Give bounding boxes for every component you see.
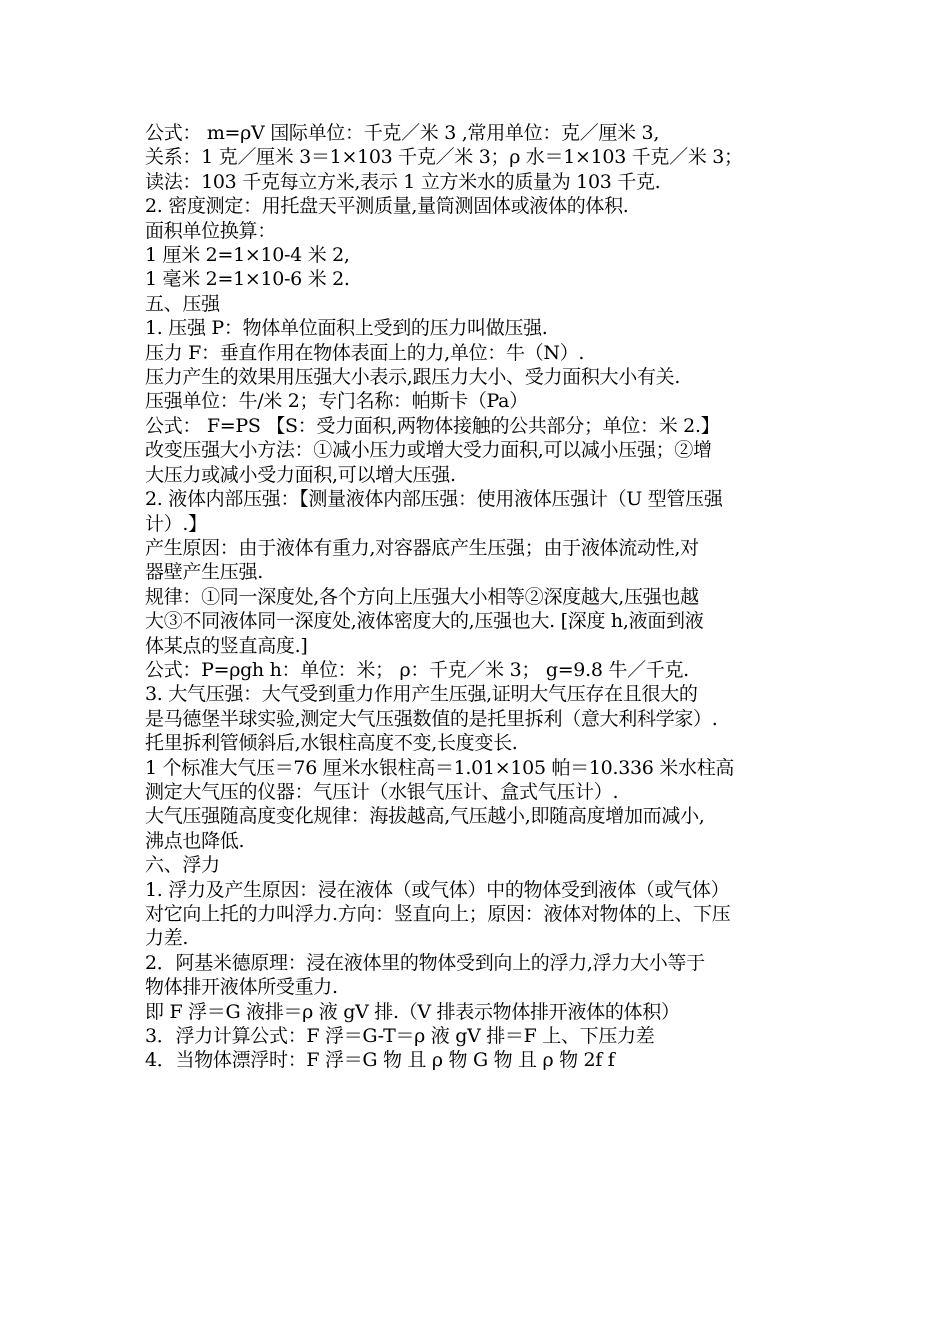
text-line: 公式： m=ρV 国际单位：千克／米 3 ,常用单位：克／厘米 3, (145, 122, 660, 144)
text-line: 对它向上托的力叫浮力.方向：竖直向上；原因：液体对物体的上、下压 (145, 903, 731, 925)
text-line: 器壁产生压强. (145, 561, 263, 584)
text-line: 是马德堡半球实验,测定大气压强数值的是托里拆利（意大利科学家）. (145, 707, 718, 730)
text-line: 1. 浮力及产生原因：浸在液体（或气体）中的物体受到液体（或气体） (145, 878, 730, 901)
text-line: 1 厘米 2=1×10-4 米 2, (145, 244, 350, 267)
text-line: 关系：1 克／厘米 3＝1×103 千克／米 3；ρ 水＝1×103 千克／米 3； (145, 146, 743, 169)
section-heading: 六、浮力 (145, 854, 220, 877)
text-line: 力差. (145, 927, 189, 950)
text-line: 规律：①同一深度处,各个方向上压强大小相等②深度越大,压强也越 (145, 585, 699, 608)
document-page (145, 121, 815, 1073)
text-line: 读法：103 千克每立方米,表示 1 立方米水的质量为 103 千克. (145, 170, 661, 193)
text-line: 1. 压强 P：物体单位面积上受到的压力叫做压强. (145, 317, 548, 340)
text-line: 1 个标准大气压＝76 厘米水银柱高＝1.01×105 帕＝10.336 米水柱高 (145, 756, 735, 779)
text-line: 1 毫米 2=1×10-6 米 2. (145, 268, 350, 291)
text-line: 压强单位：牛/米 2；专门名称：帕斯卡（Pa） (145, 390, 528, 413)
text-line: 3. 大气压强：大气受到重力作用产生压强,证明大气压存在且很大的 (145, 683, 698, 706)
text-line: 压力产生的效果用压强大小表示,跟压力大小、受力面积大小有关. (145, 366, 681, 389)
text-line: 公式： F=PS 【S：受力面积,两物体接触的公共部分；单位：米 2.】 (145, 414, 720, 437)
text-line: 产生原因：由于液体有重力,对容器底产生压强；由于液体流动性,对 (145, 536, 699, 559)
section-heading: 五、压强 (145, 292, 220, 315)
text-line: 计）.】 (145, 512, 207, 535)
text-line: 改变压强大小方法：①减小压力或增大受力面积,可以减小压强；②增 (145, 439, 712, 462)
text-line: 测定大气压的仪器：气压计（水银气压计、盒式气压计）. (145, 780, 619, 803)
text-line: 公式：P=ρgh h：单位：米； ρ：千克／米 3； g=9.8 牛／千克. (145, 658, 689, 681)
text-line: 大气压强随高度变化规律：海拔越高,气压越小,即随高度增加而减小, (145, 805, 705, 828)
text-line: 4．当物体漂浮时：F 浮＝G 物 且 ρ 物 G 物 且 ρ 物 2f f (145, 1049, 615, 1072)
text-line: 托里拆利管倾斜后,水银柱高度不变,长度变长. (145, 732, 518, 755)
text-line: 大③不同液体同一深度处,液体密度大的,压强也大. [深度 h,液面到液 (145, 610, 704, 633)
text-line: 2. 液体内部压强：【测量液体内部压强：使用液体压强计（U 型管压强 (145, 488, 723, 511)
text-line: 压力 F：垂直作用在物体表面上的力,单位：牛（N）. (145, 341, 585, 364)
text-line: 即 F 浮＝G 液排＝ρ 液 gV 排.（V 排表示物体排开液体的体积） (145, 1000, 680, 1023)
text-line: 2．阿基米德原理：浸在液体里的物体受到向上的浮力,浮力大小等于 (145, 951, 705, 974)
text-line: 体某点的竖直高度.] (145, 634, 308, 657)
text-line: 大压力或减小受力面积,可以增大压强. (145, 463, 456, 486)
text-line: 3．浮力计算公式：F 浮＝G-T＝ρ 液 gV 排＝F 上、下压力差 (145, 1025, 655, 1048)
text-line: 物体排开液体所受重力. (145, 976, 338, 999)
text-line: 2. 密度测定：用托盘天平测质量,量筒测固体或液体的体积. (145, 195, 629, 218)
text-line: 沸点也降低. (145, 829, 245, 852)
text-line: 面积单位换算： (145, 219, 276, 242)
